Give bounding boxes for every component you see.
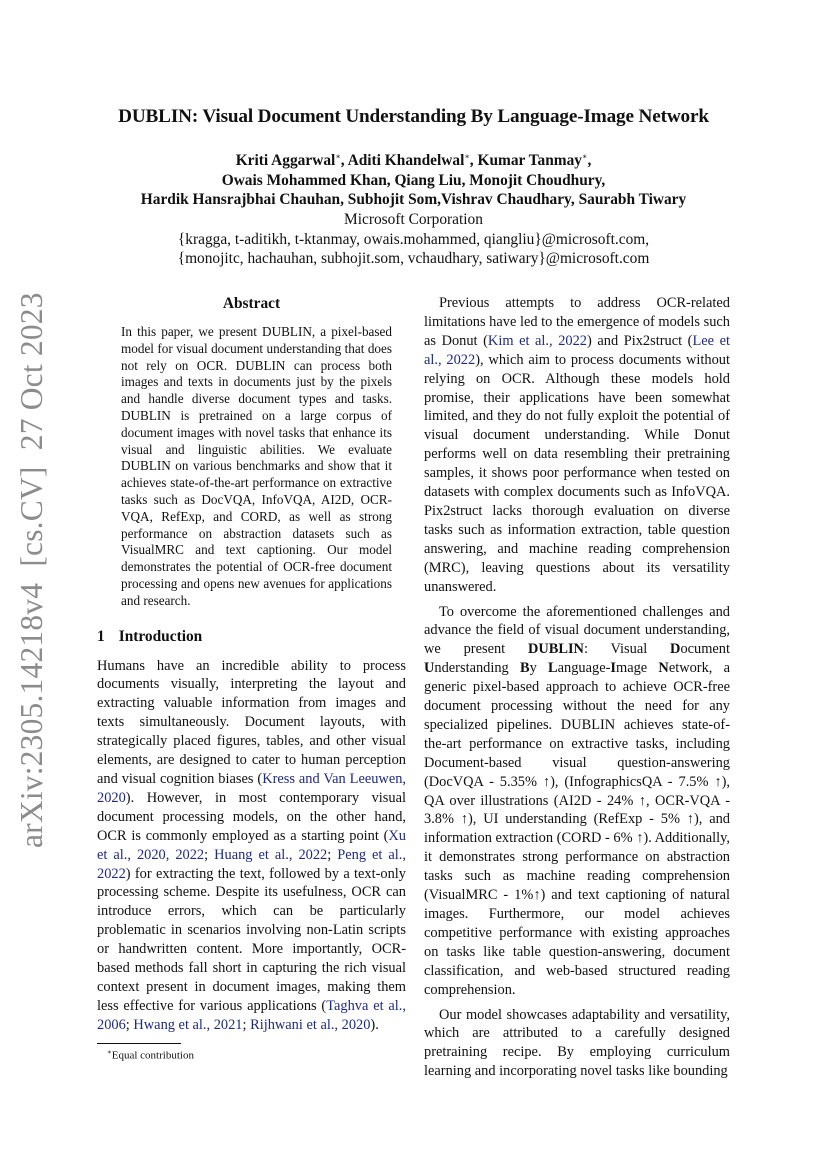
citation-link[interactable]: Taghva et al., 2006: [97, 997, 406, 1033]
intro-paragraph-2: [424, 294, 730, 597]
abstract-body: In this paper, we present DUBLIN, a pixel-based model for visual document understanding that does not rely on OCR. DUBLIN can process both images and texts in documents just by the pixels and handle diverse document types and tasks. DUBLIN is pretrained on a large corpus of document images with novel tasks that enhance its visual and linguistic abilities. We evaluate DUBLIN on various benchmarks and show that it achieves state-of-the-art performance on extractive tasks such as DocVQA, InfoVQA, AI2D, OCR-VQA, RefExp, and CORD, as well as strong performance on abstraction datasets such as VisualMRC and text captioning. Our model demonstrates the potential of OCR-free document processing and opens new avenues for applications and research.: [121, 324, 392, 608]
intro-paragraph-4: [424, 1006, 730, 1082]
email-line-1: {kragga, t-aditikh, t-ktanmay, owais.mohammed, qiangliu}@microsoft.com,: [177, 230, 650, 248]
author-line-2: Owais Mohammed Khan, Qiang Liu, Monojit Choudhury,: [221, 171, 606, 189]
section-number: 1: [97, 627, 105, 645]
citation-link[interactable]: Rijhwani et al., 2020: [250, 1016, 371, 1033]
intro-paragraph-1: [97, 657, 406, 1035]
author-name: Kumar Tanmay: [477, 152, 582, 170]
footnote-text: Equal contribution: [111, 1049, 194, 1062]
text-run: mage: [616, 660, 659, 677]
bold-run: I: [610, 660, 616, 677]
footnote-divider: [97, 1043, 181, 1044]
author-line-1: Kriti Aggarwal∗, Aditi Khandelwal∗, Kumar Tanmay∗,: [235, 152, 592, 170]
text-run: ;: [327, 846, 338, 863]
citation-link[interactable]: Xu et al., 2020, 2022: [97, 827, 406, 863]
equal-contribution-mark: ∗: [582, 152, 588, 161]
abstract-heading: Abstract: [222, 295, 281, 312]
text-run: Humans have an incredible ability to process documents visually, interpreting the layout and extracting valuable information from images and texts simultaneously. Document layouts, with strategically placed figures, tables, and other visual elements, are designed to cater to human perception and visual cognition biases (: [97, 657, 406, 787]
author-name: Kriti Aggarwal: [235, 152, 336, 170]
citation-link[interactable]: Hwang et al., 2021: [133, 1016, 243, 1033]
text-run: : Visual: [583, 641, 671, 658]
bold-run: N: [658, 660, 669, 677]
arxiv-identifier-stamp: arXiv:2305.14218v4 [cs.CV] 27 Oct 2023: [14, 292, 49, 848]
left-column: [97, 294, 406, 1062]
text-run: etwork, a generic pixel-based approach to achieve OCR-free document processing without the need for any specialized pipelines. DUBLIN achieves state-of-the-art performance on extractive tasks, including Document-based visual question-answering (DocVQA - 5.35% ↑), (InfographicsQA - 7.5% ↑), QA over illustrations (AI2D - 24% ↑, OCR-VQA - 3.8% ↑), UI understanding (RefExp - 5% ↑), and information extraction (CORD - 6% ↑). Additionally, it demonstrates strong performance on abstraction tasks such as machine reading comprehension (VisualMRC - 1%↑) and text captioning of natural images. Furthermore, our model achieves competitive performance with existing approaches on tasks like table question-answering, document classification, and web-based structured reading comprehension.: [424, 660, 731, 998]
text-run: ) and Pix2struct (: [587, 332, 693, 349]
author-line-3: Hardik Hansrajbhai Chauhan, Subhojit Som,Vishrav Chaudhary, Saurabh Tiwary: [140, 191, 687, 209]
bold-run: D: [670, 641, 681, 658]
author-name: Aditi Khandelwal: [347, 152, 465, 170]
text-run: ocument: [680, 641, 730, 658]
footnote: [97, 1045, 406, 1063]
text-run: ;: [242, 1016, 251, 1033]
bold-run: L: [548, 660, 558, 677]
text-run: ;: [204, 846, 215, 863]
author-block: [0, 147, 827, 269]
paper-title: DUBLIN: Visual Document Understanding By Language-Image Network: [118, 106, 709, 127]
section-heading-introduction: [97, 627, 406, 647]
text-run: ) for extracting the text, followed by a text-only processing scheme. Despite its usefulness, OCR can introduce errors, which can be particularly problematic in scenarios involving non-Latin scripts or handwritten content. More importantly, OCR-based methods fall short in capturing the rich visual context present in document images, making them less effective for various applications (: [97, 865, 406, 1014]
text-run: Previous attempts to address OCR-related limitations have led to the emergence of models such as Donut (: [424, 295, 730, 349]
citation-link[interactable]: Lee et al., 2022: [424, 332, 730, 368]
bold-run: B: [519, 660, 530, 677]
affiliation: Microsoft Corporation: [344, 210, 483, 228]
bold-run: DUBLIN: [527, 641, 584, 658]
text-run: y: [529, 660, 549, 677]
right-column: [424, 294, 730, 1081]
footnote-mark: ∗: [107, 1047, 112, 1056]
section-title: Introduction: [118, 627, 203, 645]
text-run: nderstanding: [434, 660, 520, 677]
text-run: Our model showcases adaptability and versatility, which are attributed to a carefully designed pretraining recipe. By employing curriculum learning and incorporating novel tasks like bounding: [424, 1006, 730, 1080]
citation-link[interactable]: Kim et al., 2022: [487, 332, 587, 349]
text-run: anguage-: [557, 660, 611, 677]
text-run: To overcome the aforementioned challenges and advance the field of visual document understanding, we present: [424, 603, 730, 658]
bold-run: U: [424, 660, 435, 677]
intro-paragraph-3: [424, 603, 730, 1000]
equal-contribution-mark: ∗: [335, 152, 341, 161]
citation-link[interactable]: Huang et al., 2022: [214, 846, 328, 863]
equal-contribution-mark: ∗: [464, 152, 470, 161]
text-run: ;: [125, 1016, 134, 1033]
citation-link[interactable]: Kress and Van Leeuwen, 2020: [97, 770, 406, 806]
text-run: ), which aim to process documents without relying on OCR. Although these models hold promise, their applications have been somewhat limited, and they do not fully exploit the potential of visual document understanding. While Donut performs well on data resembling their pretraining samples, it shows poor performance when tested on datasets with complex documents such as InfoVQA. Pix2struct lacks thorough evaluation on diverse tasks such as information extraction, table question answering, and machine reading comprehension (MRC), leaving questions about its versatility unanswered.: [424, 351, 730, 595]
text-run: ). However, in most contemporary visual document processing models, on the other hand, OCR is commonly employed as a starting point (: [97, 789, 406, 844]
text-run: ).: [370, 1016, 379, 1033]
email-line-2: {monojitc, hachauhan, subhojit.som, vchaudhary, satiwary}@microsoft.com: [177, 250, 650, 268]
citation-link[interactable]: Peng et al., 2022: [97, 846, 406, 882]
